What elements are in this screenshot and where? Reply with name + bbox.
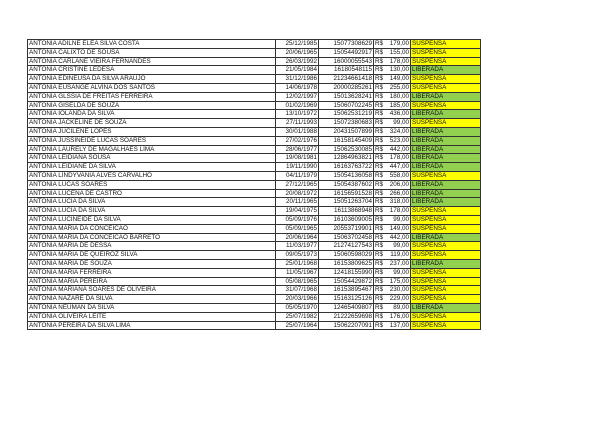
birth-date-cell[interactable]: 28/06/1977 — [276, 145, 319, 154]
name-cell[interactable]: ANTONIA OLIVEIRA LEITE — [28, 312, 276, 321]
amount-value: 176,00 — [389, 312, 409, 320]
amount-cell[interactable] — [374, 119, 411, 128]
status-cell[interactable]: SUSPENSA — [411, 75, 481, 84]
status-cell[interactable]: LIBERADA — [411, 145, 481, 154]
name-cell[interactable]: ANTONIA PEREIRA DA SILVA LIMA — [28, 321, 276, 330]
table-row — [28, 83, 481, 92]
table-row — [28, 277, 481, 286]
status-cell[interactable]: LIBERADA — [411, 92, 481, 101]
name-cell[interactable]: ANTONIA ADILNE ELEA SILVA COSTA — [28, 40, 276, 49]
amount-value: 237,00 — [389, 259, 409, 267]
currency-symbol: R$ — [375, 40, 384, 47]
id-number-cell[interactable]: 15054429872 — [319, 277, 374, 286]
name-cell[interactable]: ANTONIA MARIA DA CONCEICAO BARRETO — [28, 233, 276, 242]
status-cell[interactable]: LIBERADA — [411, 163, 481, 172]
id-number-cell[interactable]: 21234661418 — [319, 75, 374, 84]
table-row — [28, 119, 481, 128]
amount-cell[interactable] — [374, 277, 411, 286]
status-cell[interactable]: LIBERADA — [411, 136, 481, 145]
amount-cell[interactable] — [374, 83, 411, 92]
amount-value: 175,00 — [389, 277, 409, 285]
amount-cell[interactable] — [374, 163, 411, 172]
amount-cell[interactable] — [374, 268, 411, 277]
amount-value: 180,00 — [389, 92, 409, 100]
status-cell[interactable]: SUSPENSA — [411, 251, 481, 260]
birth-date-cell[interactable]: 25/07/1964 — [276, 321, 319, 330]
table-row — [28, 48, 481, 57]
birth-date-cell[interactable]: 25/07/1982 — [276, 312, 319, 321]
status-cell[interactable]: SUSPENSA — [411, 277, 481, 286]
status-cell[interactable]: LIBERADA — [411, 259, 481, 268]
table-row — [28, 321, 481, 330]
name-cell[interactable]: ANTONIA IOLANDA DA SILVA — [28, 110, 276, 119]
currency-symbol: R$ — [375, 57, 384, 65]
table-row — [28, 136, 481, 145]
table-row — [28, 154, 481, 163]
amount-cell[interactable] — [374, 286, 411, 295]
table-body — [28, 40, 481, 330]
id-number-cell[interactable]: 15062207091 — [319, 321, 374, 330]
birth-date-cell[interactable]: 19/04/1975 — [276, 207, 319, 216]
table-row — [28, 286, 481, 295]
status-cell[interactable]: SUSPENSA — [411, 312, 481, 321]
id-number-cell[interactable]: 21222659698 — [319, 312, 374, 321]
amount-value: 318,00 — [389, 198, 409, 206]
amount-value: 99,00 — [393, 242, 409, 250]
name-cell[interactable]: ANTONIA MARIANA SOARES DE OLIVEIRA — [28, 286, 276, 295]
name-cell[interactable]: ANTONIA GLSSIA DE FREITAS FERREIRA — [28, 92, 276, 101]
amount-cell[interactable] — [374, 251, 411, 260]
currency-symbol: R$ — [375, 180, 384, 188]
amount-value: 178,00 — [389, 207, 409, 215]
status-cell[interactable]: LIBERADA — [411, 110, 481, 119]
amount-value: 266,00 — [389, 189, 409, 197]
table-row — [28, 57, 481, 66]
status-cell[interactable]: SUSPENSA — [411, 57, 481, 66]
amount-value: 230,00 — [389, 286, 409, 294]
table-row — [28, 145, 481, 154]
birth-date-cell[interactable]: 09/05/1973 — [276, 251, 319, 260]
id-number-cell[interactable]: 16000055543 — [319, 57, 374, 66]
name-cell[interactable]: ANTONIA LAURELY DE MAGALHAES LIMA — [28, 145, 276, 154]
birth-date-cell[interactable]: 20/11/1965 — [276, 198, 319, 207]
name-cell[interactable]: ANTONIA MARIA PEREIRA — [28, 277, 276, 286]
currency-symbol: R$ — [375, 119, 384, 127]
birth-date-cell[interactable]: 31/07/1968 — [276, 286, 319, 295]
birth-date-cell[interactable]: 11/05/1967 — [276, 268, 319, 277]
amount-value: 523,00 — [389, 136, 409, 144]
amount-cell[interactable] — [374, 66, 411, 75]
amount-cell[interactable] — [374, 75, 411, 84]
birth-date-cell[interactable]: 05/05/1970 — [276, 303, 319, 312]
currency-symbol: R$ — [375, 92, 384, 100]
amount-cell[interactable] — [374, 215, 411, 224]
id-number-cell[interactable]: 15063702458 — [319, 233, 374, 242]
amount-value: 447,00 — [389, 163, 409, 171]
status-cell[interactable]: LIBERADA — [411, 198, 481, 207]
currency-symbol: R$ — [375, 66, 384, 74]
amount-cell[interactable] — [374, 189, 411, 198]
name-cell[interactable]: ANTONIA NEUMAN DA SILVA — [28, 303, 276, 312]
name-cell[interactable]: ANTONIA NAZARE DA SILVA — [28, 295, 276, 304]
table-row — [28, 189, 481, 198]
id-number-cell[interactable]: 16180548115 — [319, 66, 374, 75]
name-cell[interactable]: ANTONIA MARIA FERREIRA — [28, 268, 276, 277]
table-row — [28, 198, 481, 207]
name-cell[interactable]: ANTONIA LUCIA DA SILVA — [28, 207, 276, 216]
currency-symbol: R$ — [375, 286, 384, 294]
birth-date-cell[interactable]: 20/08/1972 — [276, 189, 319, 198]
status-cell[interactable]: SUSPENSA — [411, 268, 481, 277]
birth-date-cell[interactable]: 20/03/1966 — [276, 295, 319, 304]
amount-cell[interactable] — [374, 233, 411, 242]
id-number-cell[interactable]: 20000285261 — [319, 83, 374, 92]
name-cell[interactable]: ANTONIA JACKELINE DE SOUZA — [28, 119, 276, 128]
birth-date-cell[interactable]: 12/02/1997 — [276, 92, 319, 101]
currency-symbol: R$ — [375, 251, 384, 259]
id-number-cell[interactable]: 15077308629 — [319, 40, 374, 49]
currency-symbol: R$ — [375, 163, 384, 171]
table-row — [28, 303, 481, 312]
status-cell[interactable]: SUSPENSA — [411, 295, 481, 304]
status-cell[interactable]: SUSPENSA — [411, 215, 481, 224]
currency-symbol: R$ — [375, 224, 384, 232]
birth-date-cell[interactable]: 14/06/1978 — [276, 83, 319, 92]
id-number-cell[interactable]: 12864963821 — [319, 154, 374, 163]
amount-cell[interactable] — [374, 312, 411, 321]
id-number-cell[interactable]: 15062531219 — [319, 110, 374, 119]
currency-symbol: R$ — [375, 110, 384, 118]
currency-symbol: R$ — [375, 321, 384, 329]
status-cell[interactable]: LIBERADA — [411, 189, 481, 198]
amount-cell[interactable] — [374, 92, 411, 101]
birth-date-cell[interactable]: 05/08/1965 — [276, 277, 319, 286]
currency-symbol: R$ — [375, 207, 384, 215]
currency-symbol: R$ — [375, 268, 384, 276]
amount-cell[interactable] — [374, 207, 411, 216]
id-number-cell[interactable]: 15051263704 — [319, 198, 374, 207]
name-cell[interactable]: ANTONIA MARIA DA CONCEICAO — [28, 224, 276, 233]
table-row — [28, 92, 481, 101]
currency-symbol: R$ — [375, 277, 384, 285]
status-cell[interactable]: LIBERADA — [411, 154, 481, 163]
amount-value: 442,00 — [389, 145, 409, 153]
table-row — [28, 268, 481, 277]
currency-symbol: R$ — [375, 242, 384, 250]
table-row — [28, 171, 481, 180]
table-row — [28, 163, 481, 172]
table-row — [28, 127, 481, 136]
amount-cell[interactable] — [374, 145, 411, 154]
amount-cell[interactable] — [374, 180, 411, 189]
name-cell[interactable]: ANTONIA LEIDIANA SOUSA — [28, 154, 276, 163]
currency-symbol: R$ — [375, 75, 384, 83]
status-cell[interactable]: SUSPENSA — [411, 242, 481, 251]
birth-date-cell[interactable]: 01/02/1969 — [276, 101, 319, 110]
status-cell[interactable]: SUSPENSA — [411, 48, 481, 57]
amount-cell[interactable] — [374, 259, 411, 268]
amount-cell[interactable] — [374, 198, 411, 207]
amount-value: 436,00 — [389, 110, 409, 118]
currency-symbol: R$ — [375, 127, 384, 135]
id-number-cell[interactable]: 15062530085 — [319, 145, 374, 154]
currency-symbol: R$ — [375, 136, 384, 144]
birth-date-cell[interactable]: 27/11/1993 — [276, 119, 319, 128]
id-number-cell[interactable]: 15060702245 — [319, 101, 374, 110]
amount-value: 99,00 — [393, 268, 409, 276]
amount-value: 206,00 — [389, 180, 409, 188]
amount-cell[interactable] — [374, 127, 411, 136]
amount-value: 185,00 — [389, 101, 409, 109]
id-number-cell[interactable]: 12418155990 — [319, 268, 374, 277]
id-number-cell[interactable]: 16113868948 — [319, 207, 374, 216]
birth-date-cell[interactable]: 13/10/1972 — [276, 110, 319, 119]
amount-value: 149,00 — [389, 224, 409, 232]
status-cell[interactable]: SUSPENSA — [411, 101, 481, 110]
currency-symbol: R$ — [375, 303, 384, 311]
name-cell[interactable]: ANTONIA LUCINEIDE DA SILVA — [28, 215, 276, 224]
status-cell[interactable]: SUSPENSA — [411, 83, 481, 92]
table-row — [28, 75, 481, 84]
table-row — [28, 101, 481, 110]
amount-value: 89,00 — [393, 303, 409, 311]
id-number-cell[interactable]: 20553719901 — [319, 224, 374, 233]
id-number-cell[interactable]: 12465409807 — [319, 303, 374, 312]
currency-symbol: R$ — [375, 83, 384, 91]
name-cell[interactable]: ANTONIA LUCAS SOARES — [28, 180, 276, 189]
currency-symbol: R$ — [375, 101, 384, 109]
status-cell[interactable]: LIBERADA — [411, 303, 481, 312]
table-row — [28, 66, 481, 75]
status-cell[interactable]: SUSPENSA — [411, 207, 481, 216]
id-number-cell[interactable]: 20431507899 — [319, 127, 374, 136]
name-cell[interactable]: ANTONIA CRISTINE LEDESA — [28, 66, 276, 75]
currency-symbol: R$ — [375, 295, 384, 303]
id-number-cell[interactable]: 21274127543 — [319, 242, 374, 251]
status-cell[interactable]: SUSPENSA — [411, 224, 481, 233]
currency-symbol: R$ — [375, 215, 384, 223]
birth-date-cell[interactable]: 21/05/1984 — [276, 66, 319, 75]
birth-date-cell[interactable]: 25/01/1968 — [276, 259, 319, 268]
birth-date-cell[interactable]: 31/12/1986 — [276, 75, 319, 84]
id-number-cell[interactable]: 15013628241 — [319, 92, 374, 101]
amount-cell[interactable] — [374, 154, 411, 163]
table-row — [28, 110, 481, 119]
birth-date-cell[interactable]: 25/12/1985 — [276, 40, 319, 49]
amount-cell[interactable] — [374, 224, 411, 233]
currency-symbol: R$ — [375, 198, 384, 206]
table-row — [28, 312, 481, 321]
id-number-cell[interactable]: 16153809625 — [319, 259, 374, 268]
birth-date-cell[interactable]: 19/11/1990 — [276, 163, 319, 172]
amount-cell[interactable] — [374, 321, 411, 330]
amount-value: 137,00 — [389, 321, 409, 329]
status-cell[interactable]: SUSPENSA — [411, 171, 481, 180]
name-cell[interactable]: ANTONIA CALIXTO DE SOUSA — [28, 48, 276, 57]
amount-value: 155,00 — [389, 48, 409, 56]
currency-symbol: R$ — [375, 259, 384, 267]
table-row — [28, 207, 481, 216]
birth-date-cell[interactable]: 11/03/1977 — [276, 242, 319, 251]
birth-date-cell[interactable]: 26/03/1992 — [276, 57, 319, 66]
table-row — [28, 224, 481, 233]
amount-cell[interactable] — [374, 303, 411, 312]
status-cell[interactable]: LIBERADA — [411, 233, 481, 242]
table-row — [28, 295, 481, 304]
currency-symbol: R$ — [375, 145, 384, 153]
table-row — [28, 40, 481, 49]
name-cell[interactable]: ANTONIA JUSSINEIDE LUCAS SOARES — [28, 136, 276, 145]
amount-cell[interactable] — [374, 242, 411, 251]
amount-cell[interactable] — [374, 295, 411, 304]
id-number-cell[interactable]: 16163763722 — [319, 163, 374, 172]
table-row — [28, 180, 481, 189]
status-cell[interactable]: SUSPENSA — [411, 321, 481, 330]
table-row — [28, 259, 481, 268]
status-cell[interactable]: LIBERADA — [411, 66, 481, 75]
id-number-cell[interactable]: 15054387602 — [319, 180, 374, 189]
name-cell[interactable]: ANTONIA LUCIA DA SILVA — [28, 198, 276, 207]
amount-value: 130,00 — [389, 66, 409, 74]
id-number-cell[interactable]: 15054136058 — [319, 171, 374, 180]
status-cell[interactable]: LIBERADA — [411, 127, 481, 136]
name-cell[interactable]: ANTONIA JUCILENE LOPES — [28, 127, 276, 136]
id-number-cell[interactable]: 15054492917 — [319, 48, 374, 57]
id-number-cell[interactable]: 15072380683 — [319, 119, 374, 128]
currency-symbol: R$ — [375, 171, 384, 179]
table-row — [28, 233, 481, 242]
currency-symbol: R$ — [375, 189, 384, 197]
name-cell[interactable]: ANTONIA EDINEUSA DA SILVA ARAUJO — [28, 75, 276, 84]
name-cell[interactable]: ANTONIA MARIA DE SOUZA — [28, 259, 276, 268]
birth-date-cell[interactable]: 05/09/1976 — [276, 215, 319, 224]
birth-date-cell[interactable]: 27/12/1965 — [276, 180, 319, 189]
currency-symbol: R$ — [375, 312, 384, 320]
name-cell[interactable]: ANTONIA LEIDIANE DA SILVA — [28, 163, 276, 172]
name-cell[interactable]: ANTONIA CARLANE VIEIRA FERNANDES — [28, 57, 276, 66]
amount-value: 178,00 — [389, 57, 409, 65]
table-row — [28, 215, 481, 224]
currency-symbol: R$ — [375, 233, 384, 241]
amount-cell[interactable] — [374, 40, 411, 49]
amount-value: 229,00 — [389, 295, 409, 303]
amount-cell[interactable] — [374, 136, 411, 145]
amount-value: 99,00 — [393, 215, 409, 223]
amount-cell[interactable] — [374, 57, 411, 66]
table-row — [28, 242, 481, 251]
amount-value: 178,00 — [389, 154, 409, 162]
name-cell[interactable]: ANTONIA MARIA DE QUEIROZ SILVA — [28, 251, 276, 260]
name-cell[interactable]: ANTONIA MARIA DE DESSA — [28, 242, 276, 251]
status-cell[interactable]: LIBERADA — [411, 180, 481, 189]
amount-value: 99,00 — [393, 119, 409, 127]
birth-date-cell[interactable]: 04/11/1979 — [276, 171, 319, 180]
spreadsheet-table — [27, 39, 481, 330]
currency-symbol: R$ — [375, 154, 384, 162]
amount-value: 558,00 — [389, 171, 409, 179]
amount-value: 149,00 — [389, 75, 409, 83]
status-cell[interactable]: SUSPENSA — [411, 286, 481, 295]
name-cell[interactable]: ANTONIA LUCENA DE CASTRO — [28, 189, 276, 198]
id-number-cell[interactable]: 16153895467 — [319, 286, 374, 295]
amount-value: 179,00 — [389, 40, 409, 47]
amount-value: 119,00 — [390, 251, 409, 259]
status-cell[interactable]: SUSPENSA — [411, 119, 481, 128]
status-cell[interactable]: SUSPENSA — [411, 40, 481, 49]
birth-date-cell[interactable]: 19/08/1981 — [276, 154, 319, 163]
amount-cell[interactable] — [374, 110, 411, 119]
name-cell[interactable]: ANTONIA LINDYVANIA ALVES CARVALHO — [28, 171, 276, 180]
amount-cell[interactable] — [374, 101, 411, 110]
amount-cell[interactable] — [374, 171, 411, 180]
amount-value: 255,00 — [389, 83, 409, 91]
id-number-cell[interactable]: 16156591528 — [319, 189, 374, 198]
currency-symbol: R$ — [375, 48, 384, 56]
birth-date-cell[interactable]: 30/01/1988 — [276, 127, 319, 136]
id-number-cell[interactable]: 15060598029 — [319, 251, 374, 260]
amount-cell[interactable] — [374, 48, 411, 57]
birth-date-cell[interactable]: 05/09/1965 — [276, 224, 319, 233]
name-cell[interactable]: ANTONIA GISELDA DE SOUZA — [28, 101, 276, 110]
name-cell[interactable]: ANTONIA EUSANGE ALVINA DOS SANTOS — [28, 83, 276, 92]
birth-date-cell[interactable]: 20/06/1964 — [276, 233, 319, 242]
amount-value: 324,00 — [389, 127, 409, 135]
id-number-cell[interactable]: 16103609005 — [319, 215, 374, 224]
birth-date-cell[interactable]: 20/06/1965 — [276, 48, 319, 57]
birth-date-cell[interactable]: 27/02/1976 — [276, 136, 319, 145]
table-row — [28, 251, 481, 260]
id-number-cell[interactable]: 16158145409 — [319, 136, 374, 145]
amount-value: 442,00 — [389, 233, 409, 241]
id-number-cell[interactable]: 15163125126 — [319, 295, 374, 304]
